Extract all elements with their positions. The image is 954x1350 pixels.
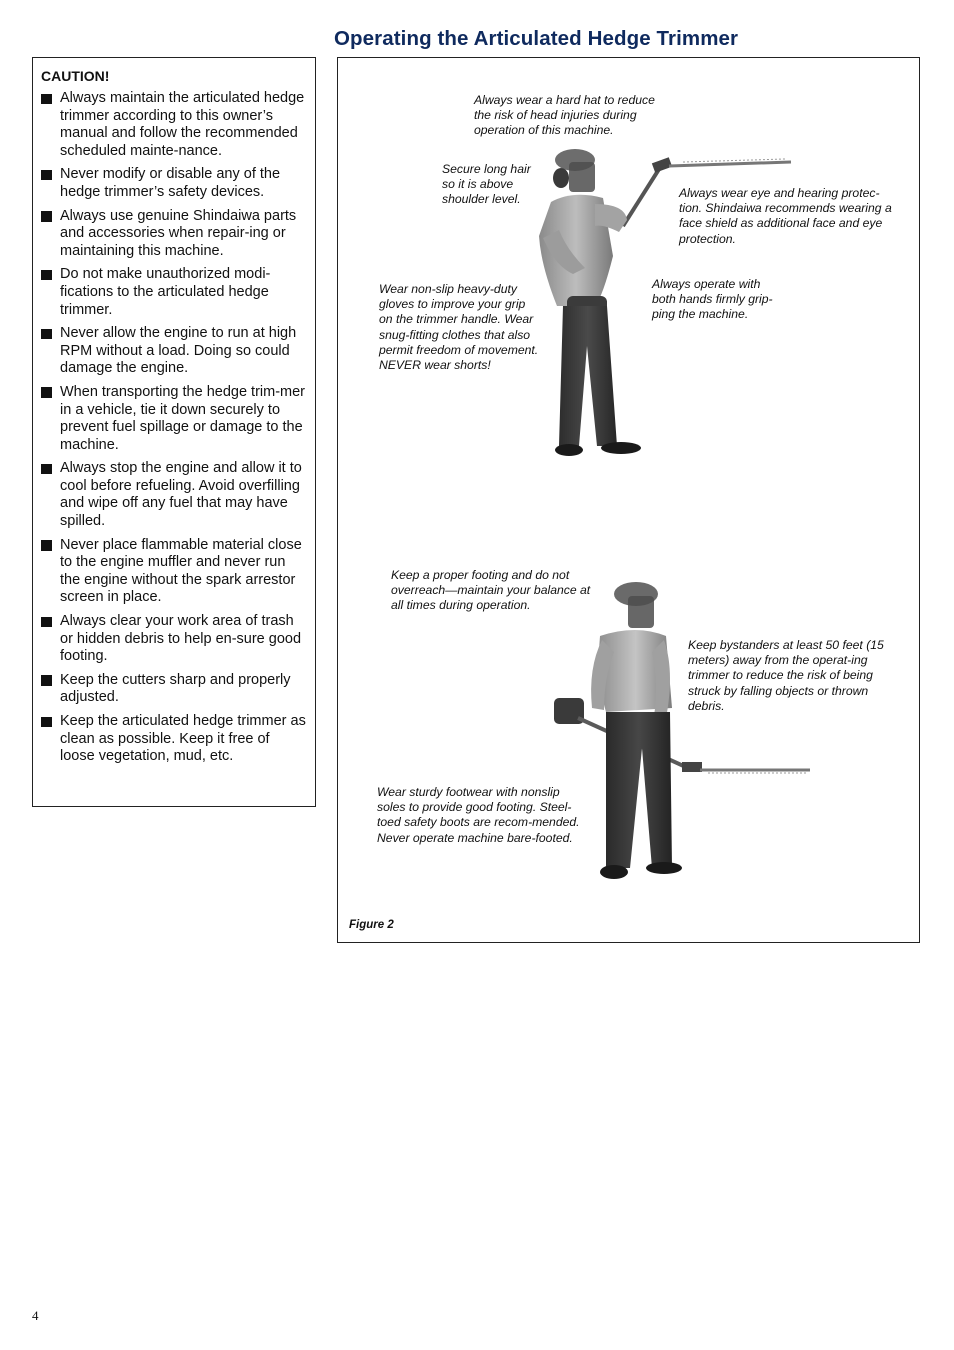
square-bullet-icon [41, 617, 52, 628]
square-bullet-icon [41, 675, 52, 686]
caution-item: When transporting the hedge trim-mer in a vehicle, tie it down securely to prevent fuel spillage or damage to the machine. [41, 384, 307, 454]
caution-item: Never allow the engine to run at high RPM without a load. Doing so could damage the engine. [41, 325, 307, 378]
note-long-hair: Secure long hair so it is above shoulder level. [442, 162, 531, 207]
note-hard-hat: Always wear a hard hat to reduce the risk of head injuries during operation of this machine. [474, 93, 655, 138]
square-bullet-icon [41, 717, 52, 728]
caution-item: Always stop the engine and allow it to cool before refueling. Avoid overfilling and wipe off any fuel that may have spilled. [41, 460, 307, 530]
figure-caption: Figure 2 [349, 919, 394, 931]
caution-item: Always clear your work area of trash or hidden debris to help en-sure good footing. [41, 613, 307, 666]
square-bullet-icon [41, 329, 52, 340]
caution-item: Always use genuine Shindaiwa parts and accessories when repair-ing or maintaining this machine. [41, 208, 307, 261]
caution-item: Do not make unauthorized modi-fications to the articulated hedge trimmer. [41, 266, 307, 319]
caution-item: Always maintain the articulated hedge trimmer according to this owner’s manual and follow the recommended scheduled mainte-nance. [41, 90, 307, 160]
page-title: Operating the Articulated Hedge Trimmer [334, 27, 739, 50]
caution-item: Keep the cutters sharp and properly adjusted. [41, 672, 307, 707]
square-bullet-icon [41, 270, 52, 281]
page-number: 4 [32, 1308, 39, 1323]
caution-list [41, 90, 307, 766]
square-bullet-icon [41, 387, 52, 398]
square-bullet-icon [41, 170, 52, 181]
note-eye-hearing: Always wear eye and hearing protec-tion. Shindaiwa recommends wearing a face shield as additional face and eye protection. [679, 186, 892, 246]
note-footwear: Wear sturdy footwear with nonslip soles to provide good footing. Steel-toed safety boots are recom-mended. Never operate machine bare-footed. [377, 785, 580, 845]
note-footing: Keep a proper footing and do not overreach—maintain your balance at all times during operation. [391, 568, 591, 613]
square-bullet-icon [41, 464, 52, 475]
note-both-hands: Always operate with both hands firmly grip-ping the machine. [652, 277, 773, 322]
caution-item: Keep the articulated hedge trimmer as clean as possible. Keep it free of loose vegetation, mud, etc. [41, 713, 307, 766]
caution-item: Never modify or disable any of the hedge trimmer’s safety devices. [41, 166, 307, 201]
caution-heading: CAUTION! [41, 68, 110, 84]
square-bullet-icon [41, 540, 52, 551]
note-gloves: Wear non-slip heavy-duty gloves to improve your grip on the trimmer handle. Wear snug-fitting clothes that also permit freedom of movement. NEVER wear shorts! [379, 282, 539, 373]
square-bullet-icon [41, 211, 52, 222]
figure-2-box [337, 57, 920, 943]
square-bullet-icon [41, 94, 52, 105]
caution-box [32, 57, 316, 807]
caution-item: Never place flammable material close to the engine muffler and never run the engine without the spark arrestor screen in place. [41, 537, 307, 607]
operator-lowered-trimmer-illustration [548, 578, 818, 893]
note-bystanders: Keep bystanders at least 50 feet (15 meters) away from the operat-ing trimmer to reduce the risk of being struck by falling objects or thrown debris. [688, 638, 884, 713]
